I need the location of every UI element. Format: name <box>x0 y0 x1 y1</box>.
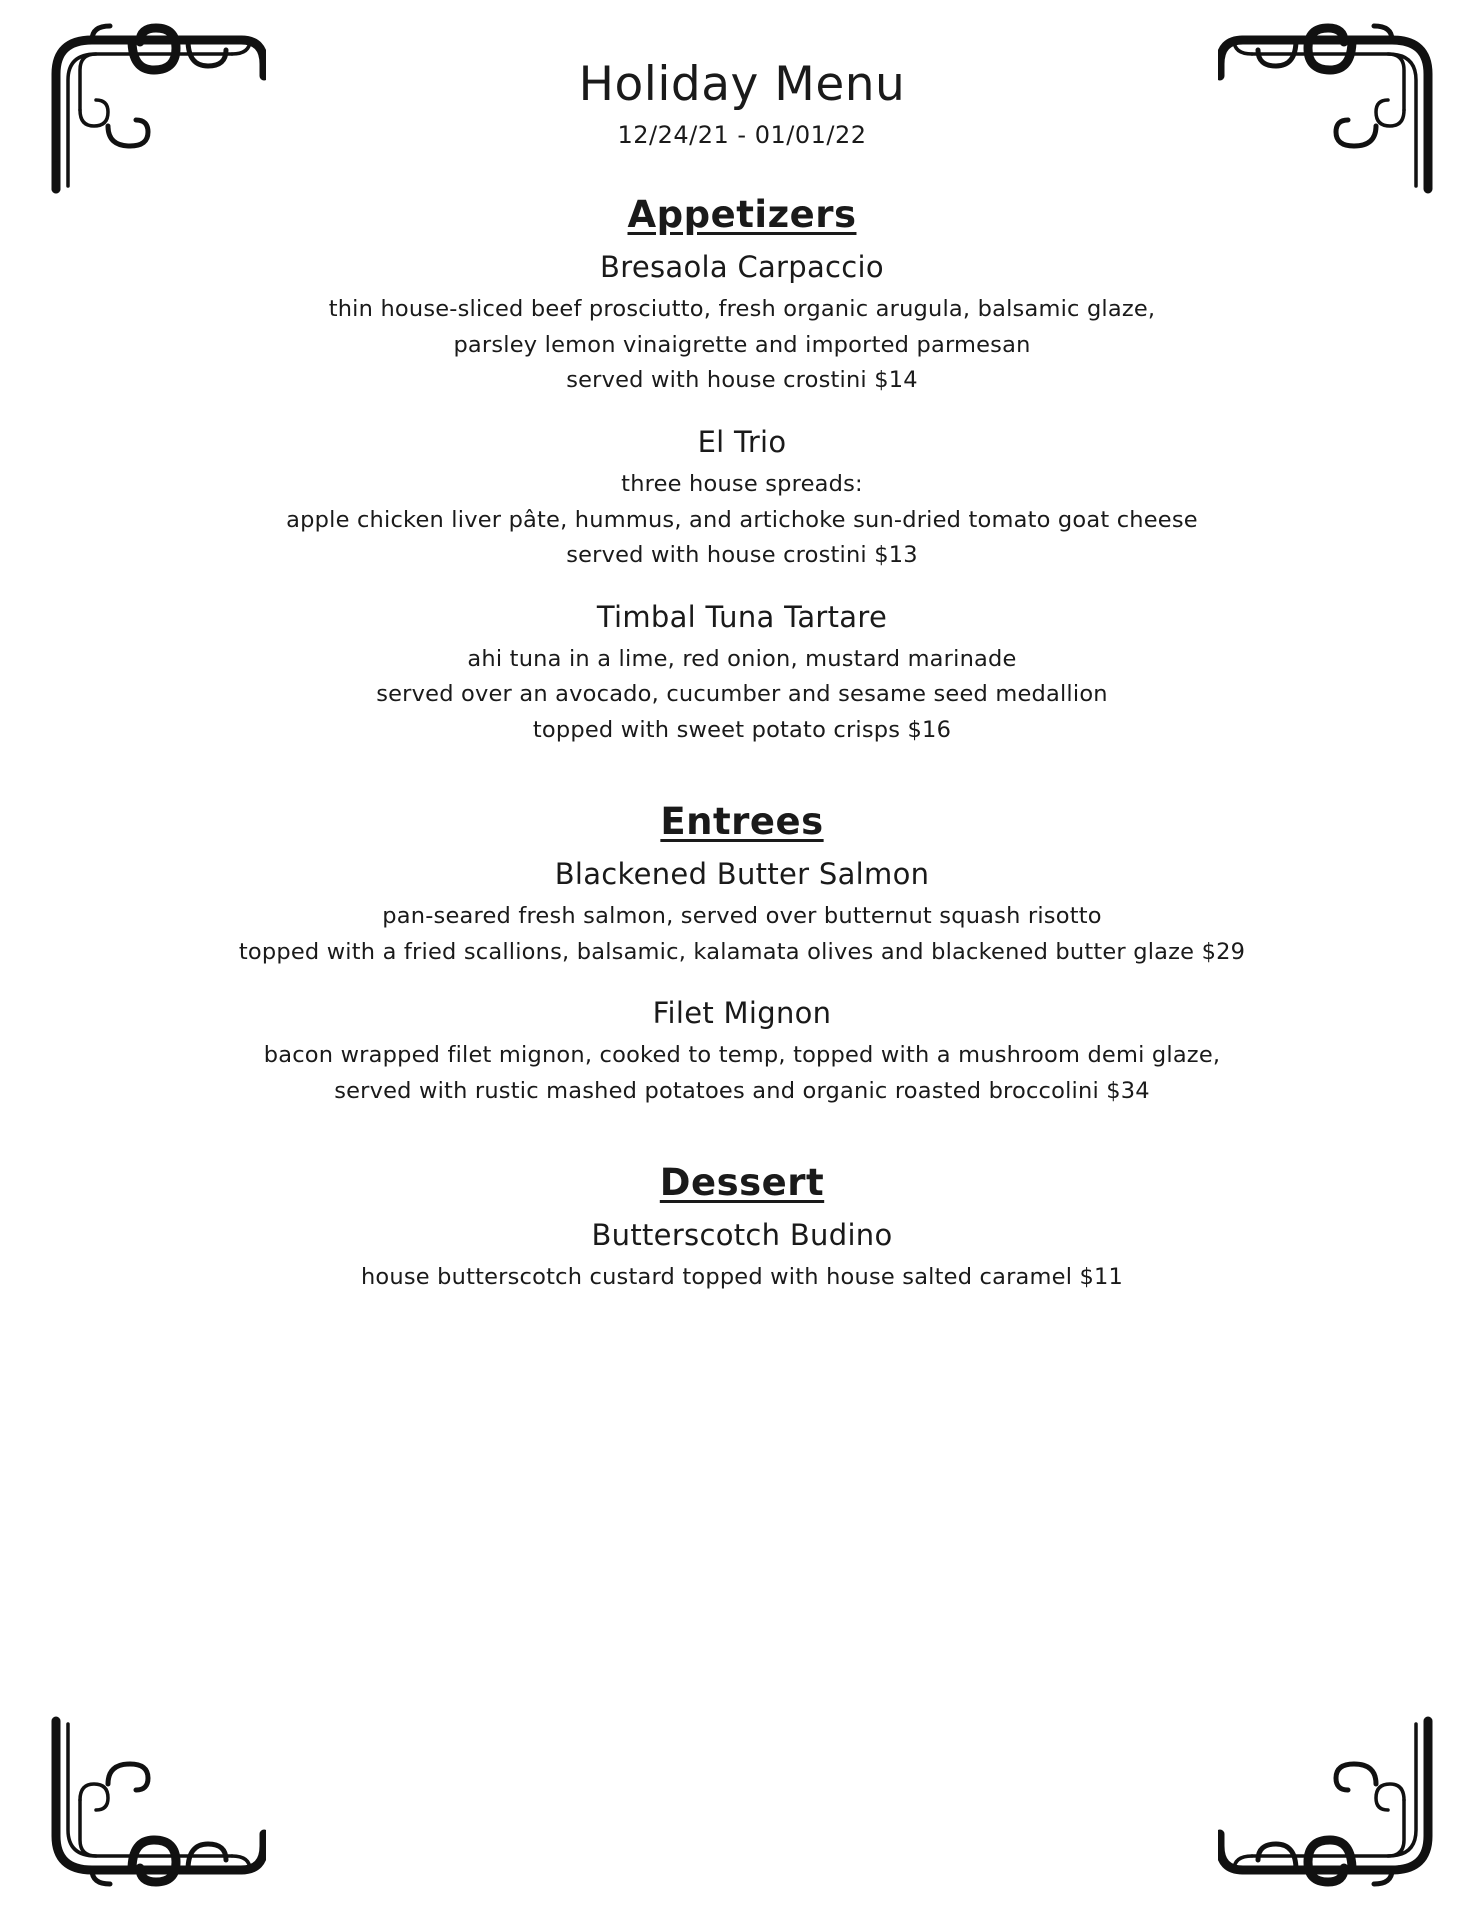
menu-item <box>0 600 1484 749</box>
corner-flourish-icon-bottom-right <box>1218 1706 1448 1896</box>
page-title: Holiday Menu <box>578 57 906 112</box>
menu-item-description-line: bacon wrapped filet mignon, cooked to temp, topped with a mushroom demi glaze, <box>263 1042 1221 1069</box>
menu-item-name: Filet Mignon <box>652 996 832 1031</box>
section-title: Entrees <box>660 800 824 844</box>
menu-item-name: Butterscotch Budino <box>591 1218 893 1253</box>
menu-item-description-line: served with house crostini $14 <box>566 367 918 394</box>
menu-item-description-line: ahi tuna in a lime, red onion, mustard marinade <box>467 645 1017 672</box>
menu-item-description-line: pan-seared fresh salmon, served over butternut squash risotto <box>382 903 1102 930</box>
menu-item-description-line: three house spreads: <box>621 470 863 497</box>
menu-item <box>0 425 1484 574</box>
menu-item <box>0 857 1484 970</box>
menu-item <box>0 1218 1484 1296</box>
menu-item <box>0 996 1484 1109</box>
section-title: Appetizers <box>627 193 857 237</box>
menu-item-description-line: house butterscotch custard topped with house salted caramel $11 <box>360 1264 1124 1291</box>
section-title: Dessert <box>659 1161 825 1205</box>
menu-item-description-line: apple chicken liver pâte, hummus, and artichoke sun-dried tomato goat cheese <box>286 506 1198 533</box>
menu-section-appetizers <box>0 193 1484 748</box>
menu-section-dessert <box>0 1161 1484 1296</box>
menu-content <box>0 57 1484 1296</box>
menu-item-description-line: topped with sweet potato crisps $16 <box>532 716 952 743</box>
menu-item-description-line: thin house-sliced beef prosciutto, fresh organic arugula, balsamic glaze, <box>328 296 1156 323</box>
menu-item <box>0 250 1484 399</box>
menu-item-description-line: served over an avocado, cucumber and sesame seed medallion <box>376 681 1108 708</box>
menu-section-entrees <box>0 800 1484 1109</box>
menu-item-name: Blackened Butter Salmon <box>554 857 930 892</box>
menu-item-description-line: parsley lemon vinaigrette and imported parmesan <box>453 331 1031 358</box>
menu-item-description-line: topped with a fried scallions, balsamic, kalamata olives and blackened butter glaze $29 <box>238 938 1246 965</box>
corner-flourish-icon-bottom-left <box>36 1706 266 1896</box>
menu-item-name: El Trio <box>697 424 787 459</box>
menu-date-range: 12/24/21 - 01/01/22 <box>617 121 867 150</box>
menu-item-description-line: served with house crostini $13 <box>566 542 918 569</box>
menu-item-name: Bresaola Carpaccio <box>600 250 884 285</box>
menu-item-name: Timbal Tuna Tartare <box>596 599 888 634</box>
menu-item-description-line: served with rustic mashed potatoes and organic roasted broccolini $34 <box>334 1077 1150 1104</box>
